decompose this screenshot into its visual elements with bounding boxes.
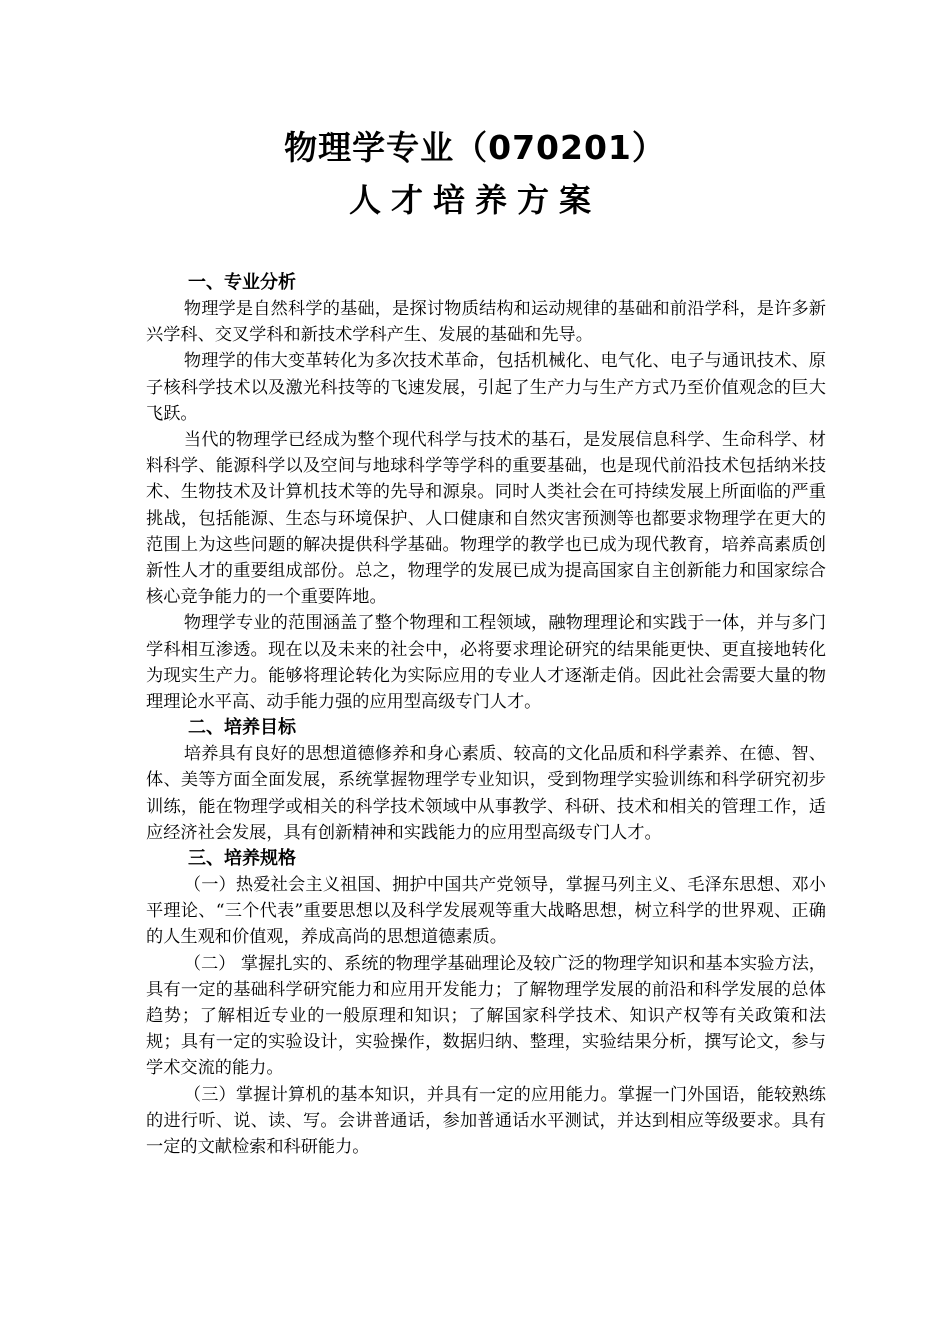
document-body — [146, 270, 826, 1160]
section-training-specifications — [146, 846, 826, 1160]
paragraph: 物理学专业的范围涵盖了整个物理和工程领域，融物理理论和实践于一体，并与多门学科相互渗透。现在以及未来的社会中，必将要求理论研究的结果能更快、更直接地转化为现实生产力。能够将理论转化为实际应用的专业人才逐渐走俏。因此社会需要大量的物理理论水平高、动手能力强的应用型高级专门人才。 — [146, 613, 826, 713]
paragraph: 物理学是自然科学的基础，是探讨物质结构和运动规律的基础和前沿学科，是许多新兴学科、交叉学科和新技术学科产生、发展的基础和先导。 — [146, 299, 826, 346]
section-training-objectives — [146, 715, 826, 846]
section-major-analysis — [146, 270, 826, 715]
paragraph: （三）掌握计算机的基本知识，并具有一定的应用能力。掌握一门外国语，能较熟练的进行听、说、读、写。会讲普通话，参加普通话水平测试，并达到相应等级要求。具有一定的文献检索和科研能力。 — [146, 1084, 826, 1158]
section-heading: 一、专业分析 — [188, 272, 296, 293]
section-heading: 二、培养目标 — [188, 717, 296, 739]
section-heading: 三、培养规格 — [188, 848, 296, 870]
paragraph: 物理学的伟大变革转化为多次技术革命，包括机械化、电气化、电子与通讯技术、原子核科学技术以及激光科技等的飞速发展，引起了生产力与生产方式乃至价值观念的巨大飞跃。 — [146, 351, 826, 424]
title-block — [0, 124, 950, 228]
document-subtitle: 人才培养方案 — [348, 181, 601, 219]
paragraph: 培养具有良好的思想道德修养和身心素质、较高的文化品质和科学素养、在德、智、体、美等方面全面发展，系统掌握物理学专业知识，受到物理学实验训练和科学研究初步训练，能在物理学或相关的科学技术领域中从事教学、科研、技术和相关的管理工作，适应经济社会发展，具有创新精神和实践能力的应用型高级专门人才。 — [146, 744, 826, 843]
paragraph: （二） 掌握扎实的、系统的物理学基础理论及较广泛的物理学知识和基本实验方法，具有一定的基础科学研究能力和应用开发能力；了解物理学发展的前沿和科学发展的总体趋势；了解相近专业的一般原理和知识；了解国家科学技术、知识产权等有关政策和法规；具有一定的实验设计，实验操作，数据归纳、整理，实验结果分析，撰写论文，参与学术交流的能力。 — [146, 953, 826, 1079]
document-title: 物理学专业（070201） — [284, 128, 666, 167]
paragraph: （一）热爱社会主义祖国、拥护中国共产党领导，掌握马列主义、毛泽东思想、邓小平理论、“三个代表”重要思想以及科学发展观等重大战略思想，树立科学的世界观、正确的人生观和价值观，养成高尚的思想道德素质。 — [146, 875, 826, 948]
paragraph: 当代的物理学已经成为整个现代科学与技术的基石，是发展信息科学、生命科学、材料科学、能源科学以及空间与地球科学等学科的重要基础，也是现代前沿技术包括纳米技术、生物技术及计算机技术等的先导和源泉。同时人类社会在可持续发展上所面临的严重挑战，包括能源、生态与环境保护、人口健康和自然灾害预测等也都要求物理学在更大的范围上为这些问题的解决提供科学基础。物理学的教学也已成为现代教育，培养高素质创新性人才的重要组成部份。总之，物理学的发展已成为提高国家自主创新能力和国家综合核心竞争能力的一个重要阵地。 — [146, 430, 826, 608]
